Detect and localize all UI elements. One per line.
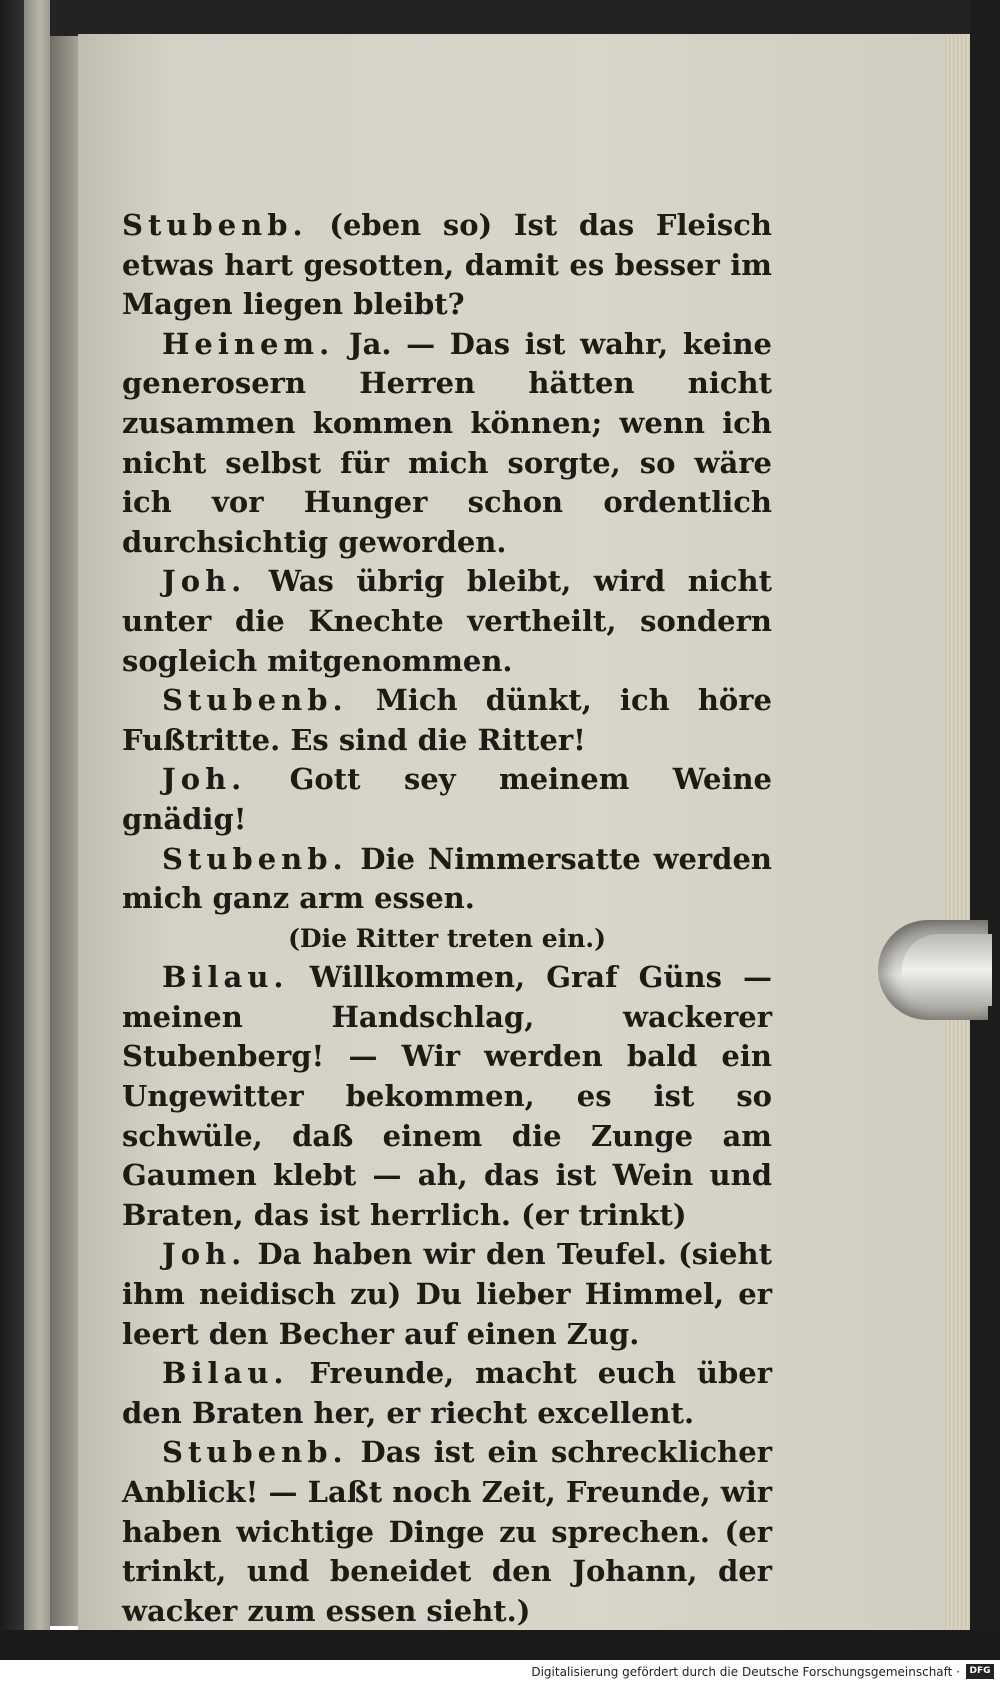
dialogue-line xyxy=(122,206,772,325)
speaker-name: Bilau. xyxy=(162,960,289,995)
speaker-name: Stubenb. xyxy=(162,841,348,876)
dialogue-text: Die Nimmersatte werden mich ganz arm essen. xyxy=(122,841,772,916)
book-gutter xyxy=(50,36,80,1626)
dialogue-line xyxy=(122,1354,772,1433)
speaker-name: Joh. xyxy=(162,762,247,797)
dialogue-line xyxy=(122,1235,772,1354)
left-dark-edge xyxy=(0,0,24,1684)
speaker-name: Stubenb. xyxy=(122,208,308,242)
dialogue-line xyxy=(122,840,772,919)
stage-direction: (Die Ritter treten ein.) xyxy=(288,923,606,953)
speaker-name: Bilau. xyxy=(162,1356,289,1391)
page-text xyxy=(122,206,772,1631)
dialogue-text: Was übrig bleibt, wird nicht unter die Knechte vertheilt, sondern sogleich mitgenommen. xyxy=(122,564,772,678)
dialogue-text: (eben so) Ist das Fleisch etwas hart gesotten, damit es besser im Magen liegen bleibt? xyxy=(122,208,772,322)
bottom-dark-edge xyxy=(0,1630,1000,1660)
footer-credit: Digitalisierung gefördert durch die Deutsche Forschungsgemeinschaft · xyxy=(531,1665,960,1679)
facing-page-edge xyxy=(24,0,50,1684)
dialogue-line xyxy=(122,681,772,760)
speaker-name: Joh. xyxy=(162,1237,247,1272)
dialogue-text: Mich dünkt, ich höre Fußtritte. Es sind die Ritter! xyxy=(122,683,772,757)
top-dark-edge xyxy=(50,0,1000,36)
dialogue-line xyxy=(122,562,772,681)
dfg-logo-icon: DFG xyxy=(966,1664,994,1679)
dialogue-line xyxy=(122,958,772,1235)
speaker-name: Heinem. xyxy=(162,326,335,361)
dialogue-line xyxy=(122,760,772,839)
page-clip-icon xyxy=(878,920,988,1020)
speaker-name: Stubenb. xyxy=(162,1435,348,1470)
page-clip-highlight xyxy=(902,934,992,1006)
page-stack-edge xyxy=(944,34,970,1630)
dialogue-text: Willkommen, Graf Güns — meinen Handschlag, wackerer Stubenberg! — Wir werden bald ein Ungewitter bekommen, es ist so schwüle, daß einem die Zunge am Gaumen klebt — ah, das ist Wein und Braten, das ist herrlich. (er trinkt) xyxy=(122,960,772,1232)
dialogue-text: Ja. — Das ist wahr, keine generosern Herren hätten nicht zusammen kommen können; wenn ich nicht selbst für mich sorgte, so wäre ich vor Hunger schon ordentlich durchsichtig geworden. xyxy=(122,326,772,559)
dialogue-text: Gott sey meinem Weine gnädig! xyxy=(122,762,772,836)
dialogue-text: Das ist ein schrecklicher Anblick! — Laßt noch Zeit, Freunde, wir haben wichtige Dinge zu sprechen. (er trinkt, und beneidet den Johann, der wacker zum essen sieht.) xyxy=(122,1435,772,1628)
dialogue-line xyxy=(122,325,772,563)
speaker-name: Joh. xyxy=(162,564,247,599)
dialogue-text: Da haben wir den Teufel. (sieht ihm neidisch zu) Du lieber Himmel, er leert den Becher auf einen Zug. xyxy=(122,1237,772,1351)
dialogue-text: Freunde, macht euch über den Braten her, er riecht excellent. xyxy=(122,1356,772,1430)
speaker-name: Stubenb. xyxy=(162,683,348,718)
right-dark-edge xyxy=(970,0,1000,1684)
digitization-footer xyxy=(0,1660,1000,1684)
dialogue-line xyxy=(122,1433,772,1631)
